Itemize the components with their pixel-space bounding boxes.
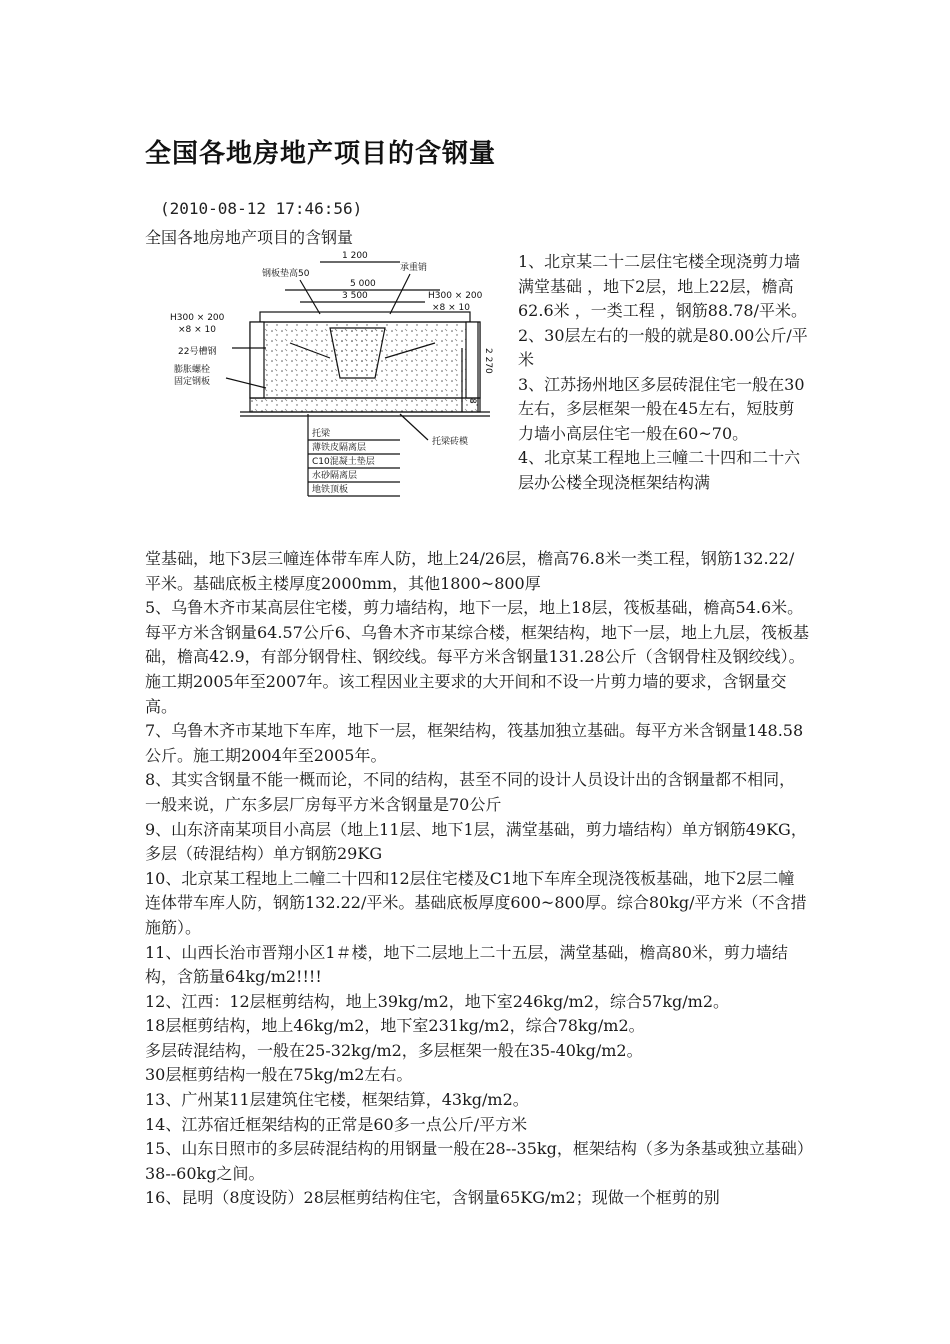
fig-label-pengzhang-2: 固定钢板	[174, 377, 211, 387]
paragraph: 11、山西长治市晋翔小区1＃楼，地下二层地上二十五层，满堂基础，檐高80米，剪力墙结构，含筋量64kg/m2!!!!	[145, 942, 788, 987]
fig-label-zhuanmo: 托梁砖模	[432, 437, 469, 447]
paragraph: 14、江苏宿迁框架结构的正常是60多一点公斤/平方米	[145, 1114, 528, 1134]
fig-label-h300-left-2: ×8 × 10	[178, 325, 216, 335]
article-subtitle: 全国各地房地产项目的含钢量	[145, 228, 354, 247]
foundation-section-figure	[170, 248, 500, 538]
paragraph: 13、广州某11层建筑住宅楼，框架结算，43kg/m2。	[145, 1090, 529, 1110]
fig-label-layer1: 薄铁皮隔离层	[312, 443, 367, 453]
fig-label-layer4: 地铁顶板	[312, 485, 349, 495]
side-text-column	[518, 250, 810, 495]
paragraph: 9、山东济南某项目小高层（地上11层、地下1层，满堂基础，剪力墙结构）单方钢筋49KG，多层（砖混结构）单方钢筋29KG	[145, 819, 807, 864]
page-title: 全国各地房地产项目的含钢量	[145, 139, 497, 169]
paragraph: 30层框剪结构一般在75kg/m2左右。	[145, 1065, 413, 1085]
paragraph: 7、乌鲁木齐市某地下车库，地下一层，框架结构，筏基加独立基础。每平方米含钢量148.58公斤。施工期2004年至2005年。	[145, 721, 804, 765]
fig-label-layer2: C10混凝土垫层	[312, 457, 375, 467]
paragraph: 多层砖混结构，一般在25-32kg/m2，多层框架一般在35-40kg/m2。	[145, 1040, 643, 1060]
fig-label-1200: 1 200	[342, 251, 368, 261]
paragraph: 1、北京某二十二层住宅楼全现浇剪力墙满堂基础 ，地下2层，地上22层，檐高62.6米 ，一类工程 ，钢筋88.78/平米。	[518, 252, 807, 320]
fig-label-chengzhong: 承重销	[400, 263, 428, 273]
paragraph: 5、乌鲁木齐市某高层住宅楼，剪力墙结构，地下一层，地上18层，筏板基础，檐高54.6米。每平方米含钢量64.57公斤6、乌鲁木齐市某综合楼，框架结构，地下一层，地上九层，筏板基础，檐高42.9，有部分钢骨柱、钢绞线。每平方米含钢量131.28公斤（含钢骨柱及钢绞线）。施工期2005年至2007年。该工程因业主要求的大开间和不设一片剪力墙的要求，含钢量交高。	[145, 598, 809, 716]
fig-label-3500: 3 500	[342, 291, 368, 301]
fig-label-pengzhang-1: 膨胀螺栓	[174, 365, 211, 375]
fig-label-gangban: 钢板垫高50	[262, 269, 310, 279]
paragraph: 堂基础，地下3层三幢连体带车库人防，地上24/26层，檐高76.8米一类工程，钢筋132.22/平米。基础底板主楼厚度2000mm，其他1800~800厚	[145, 549, 795, 593]
fig-label-h300-left-1: H300 × 200	[170, 313, 225, 323]
paragraph: 2、30层左右的一般的就是80.00公斤/平米	[518, 325, 808, 369]
paragraph: 10、北京某工程地上二幢二十四和12层住宅楼及C1地下车库全现浇筏板基础，地下2层二幢连体带车库人防，钢筋132.22/平米。基础底板厚度600~800厚。综合80kg/平方米（不含措施筋）。	[145, 868, 807, 937]
paragraph: 3、江苏扬州地区多层砖混住宅一般在30左右，多层框架一般在45左右，短肢剪力墙小高层住宅一般在60~70。	[518, 374, 805, 443]
fig-label-tuoliang: 托梁	[312, 429, 331, 439]
fig-label-layer3: 水砂隔离层	[312, 471, 358, 481]
paragraph: 8、其实含钢量不能一概而论，不同的结构，甚至不同的设计人员设计出的含钢量都不相同，一般来说，广东多层厂房每平方米含钢量是70公斤	[145, 770, 796, 814]
fig-label-h300-right-1: H300 × 200	[428, 291, 483, 301]
fig-label-5000: 5 000	[350, 279, 376, 289]
paragraph: 12、江西：12层框剪结构，地上39kg/m2，地下室246kg/m2，综合57kg/m2。	[145, 991, 730, 1011]
paragraph: 4、北京某工程地上三幢二十四和二十六层办公楼全现浇框架结构满	[518, 448, 801, 492]
fig-label-2270: 2 270	[483, 348, 493, 374]
fig-label-h300-right-2: ×8 × 10	[432, 303, 470, 313]
paragraph: 18层框剪结构，地上46kg/m2，地下室231kg/m2，综合78kg/m2。	[145, 1016, 645, 1036]
paragraph: 15、山东日照市的多层砖混结构的用钢量一般在28--35kg，框架结构（多为条基或独立基础）38--60kg之间。	[145, 1139, 805, 1183]
fig-label-caogang: 22号槽钢	[178, 347, 217, 357]
post-timestamp: (2010-08-12 17:46:56)	[160, 199, 363, 218]
article-body	[145, 547, 810, 1211]
paragraph: 16、昆明（8度设防）28层框剪结构住宅，含钢量65KG/m2；现做一个框剪的别	[145, 1188, 720, 1208]
